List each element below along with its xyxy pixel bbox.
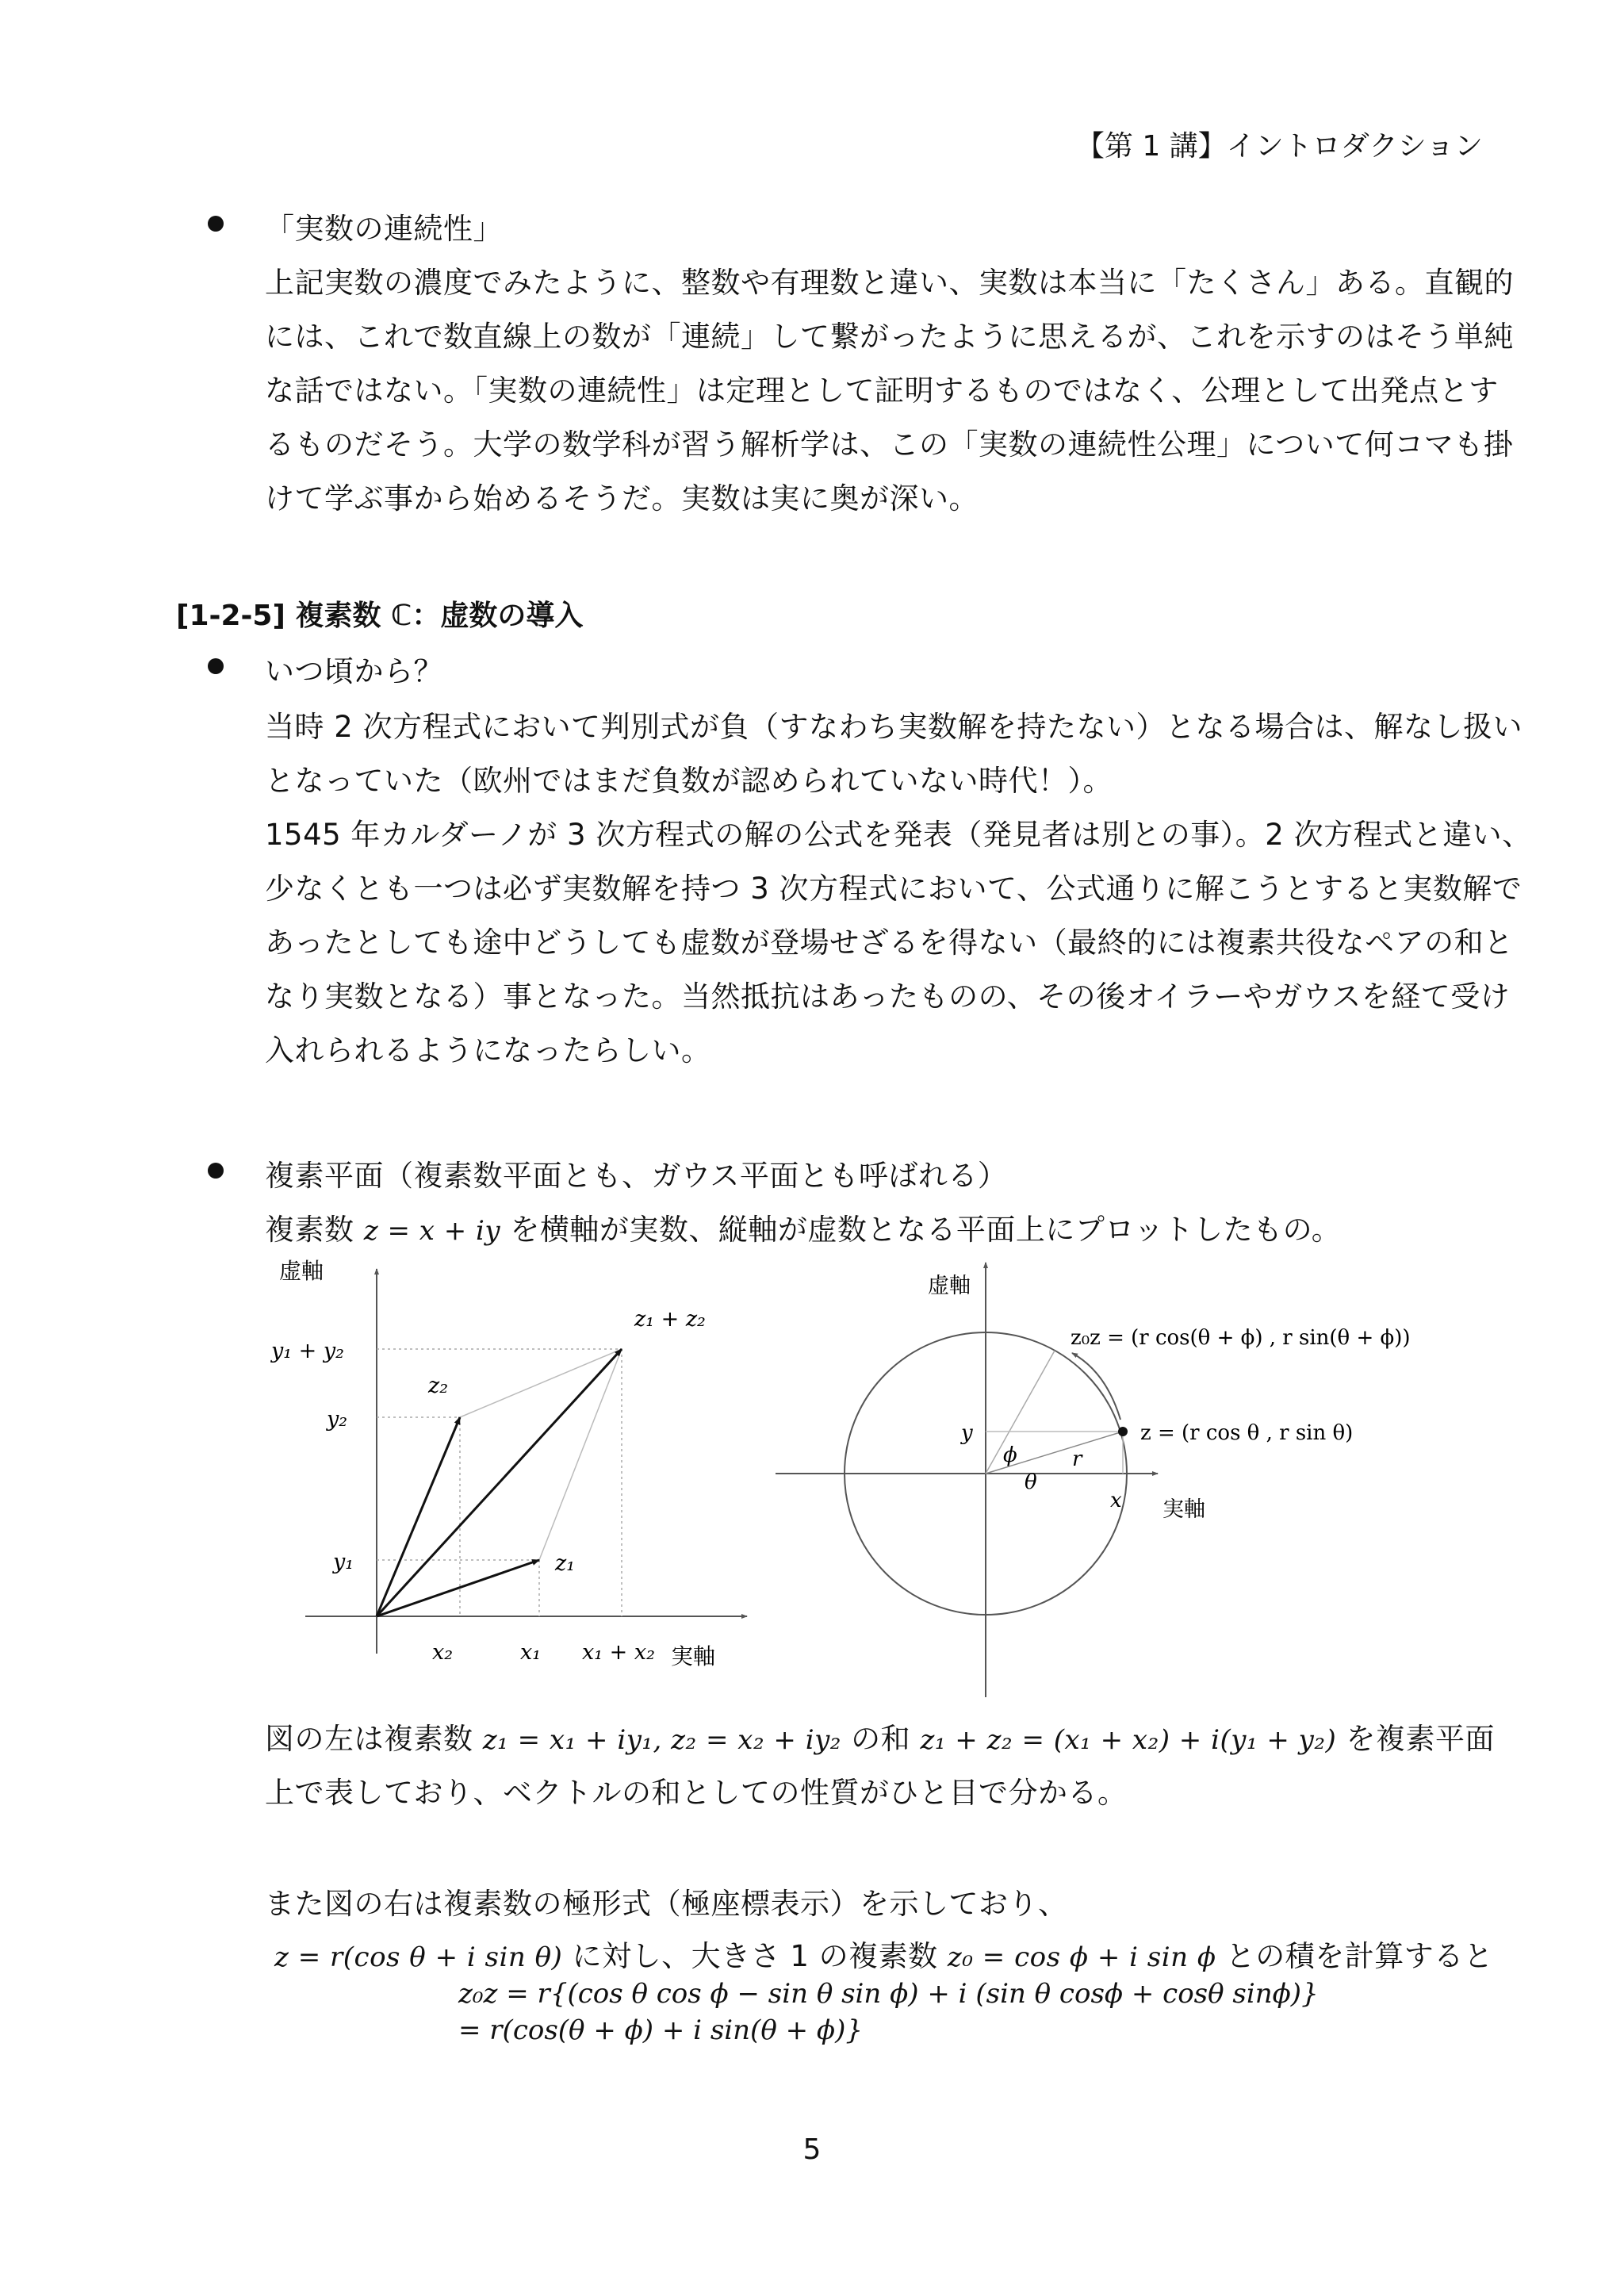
history-line-3: 1545 年カルダーノが 3 次方程式の解の公式を発表（発見者は別との事）。2 次方程式と違い、 [265, 818, 1532, 852]
caption-line-2: 上で表しており、ベクトルの和としての性質がひと目で分かる。 [265, 1776, 1128, 1810]
label-y2: y₂ [327, 1407, 348, 1432]
continuity-line-1: 上記実数の濃度でみたように、整数や有理数と違い、実数は本当に「たくさん」ある。直観的 [265, 266, 1514, 300]
history-title: いつ頃から？ [265, 654, 443, 688]
continuity-title: 「実数の連続性」 [265, 212, 503, 246]
label-z1-plus-z2: z₁ + z₂ [634, 1307, 706, 1332]
polar-math-1: z = r(cos θ + i sin θ) [274, 1941, 563, 1973]
polar-line-1: また図の右は複素数の極形式（極座標表示）を示しており、 [265, 1887, 1068, 1921]
caption-math-1: z₁ = x₁ + iy₁, z₂ = x₂ + iy₂ [482, 1724, 841, 1756]
parallelogram-edges [460, 1349, 622, 1560]
complex-plane-figures [0, 1253, 1624, 1713]
polar-line-2 [274, 1932, 1493, 1975]
left-real-axis-label: 実軸 [671, 1643, 716, 1669]
label-x2: x₂ [432, 1640, 454, 1665]
history-line-6: なり実数となる）事となった。当然抵抗はあったものの、その後オイラーやガウスを経て受け [265, 979, 1511, 1014]
bullet-dot [208, 1163, 224, 1179]
polar-mid: に対し、大きさ 1 の複素数 [562, 1939, 948, 1973]
polar-post: との積を計算すると [1216, 1939, 1494, 1973]
bullet-dot [208, 658, 224, 674]
caption-post: を複素平面 [1336, 1722, 1496, 1756]
polar-equation-1: z₀z = r{(cos θ cos ϕ − sin θ sin ϕ) + i (sin θ cosϕ + cosθ sinϕ)} [458, 1978, 1319, 2010]
history-line-2: となっていた（欧州ではまだ負数が認められていない時代！）。 [265, 764, 1113, 798]
plane-intro-math: z = x + iy [363, 1215, 501, 1247]
label-x1: x₁ [520, 1640, 542, 1665]
label-x: x [1110, 1489, 1122, 1512]
polar-math-2: z₀ = cos ϕ + i sin ϕ [947, 1941, 1216, 1973]
label-y1: y₁ [333, 1550, 354, 1574]
continuity-line-2: には、これで数直線上の数が「連続」して繋がったように思えるが、これを示すのはそう単純 [265, 320, 1514, 354]
plane-intro [265, 1205, 1341, 1248]
page-number: 5 [802, 2133, 822, 2166]
continuity-line-3: な話ではない。「実数の連続性」は定理として証明するものではなく、公理として出発点とす [265, 374, 1499, 408]
label-y1-plus-y2: y₁ + y₂ [271, 1339, 344, 1363]
label-y: y [961, 1421, 973, 1445]
continuity-line-5: けて学ぶ事から始めるそうだ。実数は実に奥が深い。 [265, 481, 979, 516]
plane-intro-post: を横軸が実数、縦軸が虚数となる平面上にプロットしたもの。 [500, 1213, 1342, 1247]
label-z1: z₁ [555, 1551, 576, 1576]
label-r: r [1072, 1447, 1082, 1471]
section-heading: [1-2-5] 複素数 ℂ：虚数の導入 [176, 600, 584, 632]
label-z: z = (r cos θ , r sin θ) [1140, 1421, 1354, 1445]
right-real-axis-label: 実軸 [1162, 1497, 1205, 1522]
plane-intro-pre: 複素数 [265, 1213, 364, 1247]
right-imag-axis-label: 虚軸 [928, 1274, 971, 1298]
caption-mid: の和 [841, 1722, 921, 1756]
label-z0z: z₀z = (r cos(θ + ϕ) , r sin(θ + ϕ)) [1071, 1326, 1411, 1350]
history-line-5: あったとしても途中どうしても虚数が登場せざるを得ない（最終的には複素共役なペアの和と [265, 926, 1514, 960]
label-theta: θ [1025, 1470, 1037, 1494]
continuity-line-4: るものだそう。大学の数学科が習う解析学は、この「実数の連続性公理」について何コマも掛 [265, 427, 1514, 462]
vector-z1-plus-z2 [377, 1349, 622, 1616]
caption-math-2: z₁ + z₂ = (x₁ + x₂) + i(y₁ + y₂) [920, 1724, 1337, 1756]
polar-form-diagram [776, 1263, 1411, 1697]
vector-sum-diagram [270, 1258, 747, 1669]
history-line-1: 当時 2 次方程式において判別式が負（すなわち実数解を持たない）となる場合は、解なし扱い [265, 710, 1523, 744]
point-z [1118, 1427, 1128, 1436]
plane-title: 複素平面（複素数平面とも、ガウス平面とも呼ばれる） [265, 1159, 1008, 1193]
polar-equation-2: = r(cos(θ + ϕ) + i sin(θ + ϕ)} [458, 2014, 863, 2046]
label-x1-plus-x2: x₁ + x₂ [582, 1640, 655, 1665]
caption-pre: 図の左は複素数 [265, 1722, 483, 1756]
vector-z2 [377, 1417, 460, 1616]
running-header: 【第 1 講】イントロダクション [1075, 130, 1483, 163]
history-line-7: 入れられるようになったらしい。 [265, 1033, 711, 1068]
caption-line-1 [265, 1715, 1495, 1757]
history-line-4: 少なくとも一つは必ず実数解を持つ 3 次方程式において、公式通りに解こうとすると実数解で [265, 872, 1522, 906]
left-imag-axis-label: 虚軸 [279, 1258, 324, 1284]
bullet-dot [208, 216, 224, 232]
label-z2: z₂ [428, 1374, 449, 1398]
label-phi: ϕ [1003, 1443, 1017, 1467]
